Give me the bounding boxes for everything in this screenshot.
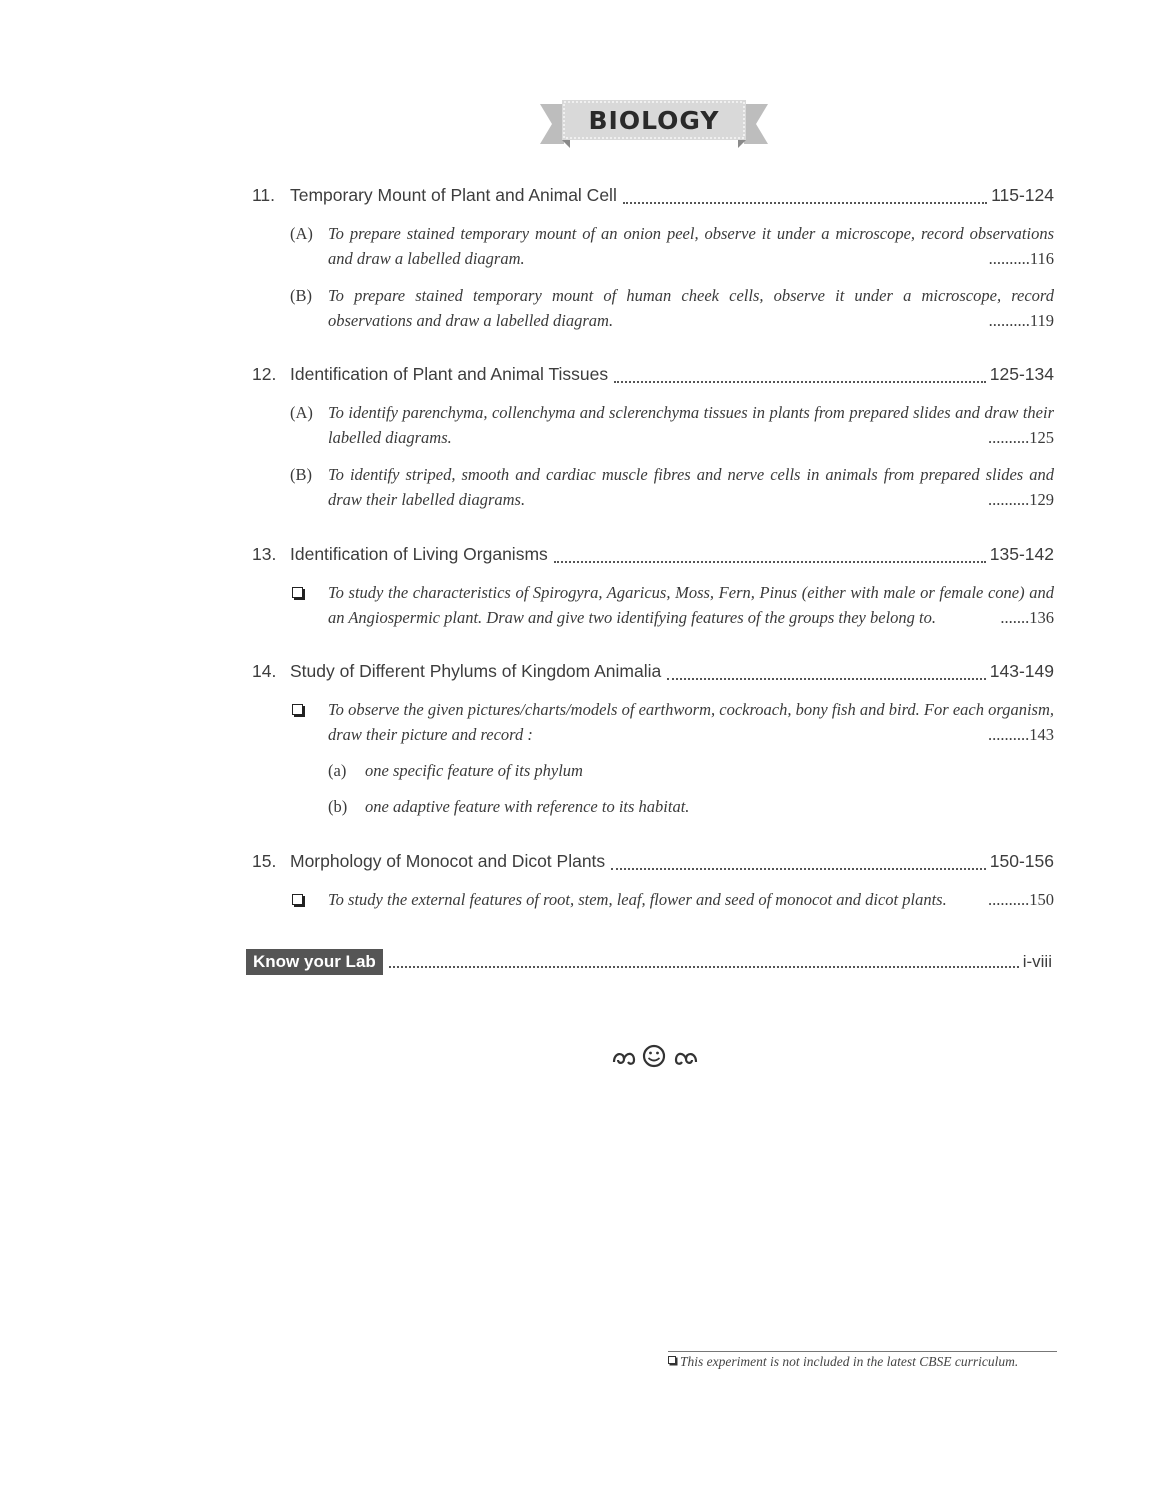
toc-section-heading[interactable] xyxy=(252,544,1054,568)
subitem-text: To prepare stained temporary mount of human cheek cells, observe it under a microscope, record observations and draw a labelled diagram. xyxy=(328,286,1054,330)
toc-section-12 xyxy=(252,364,1054,512)
section-number: 15. xyxy=(252,851,277,871)
subsubitem-text: one specific feature of its phylum xyxy=(365,761,583,780)
checkbox-icon xyxy=(668,1356,676,1364)
subitem-text: To observe the given pictures/charts/models of earthworm, cockroach, bony fish and bird. For each organism, draw their picture and record : xyxy=(328,700,1054,744)
toc-subitem xyxy=(290,580,1054,630)
section-title: Study of Different Phylums of Kingdom Animalia xyxy=(290,661,662,681)
section-number: 13. xyxy=(252,544,277,564)
toc-section-heading[interactable] xyxy=(252,661,1054,685)
toc-subitem xyxy=(290,697,1054,747)
ornament-icon xyxy=(610,1040,700,1072)
section-title: Temporary Mount of Plant and Animal Cell xyxy=(290,185,617,205)
page-title: BIOLOGY xyxy=(588,105,720,135)
subitem-page: ..........129 xyxy=(988,490,1054,509)
subsubitem-text: one adaptive feature with reference to its habitat. xyxy=(365,797,690,816)
title-banner xyxy=(540,96,768,152)
subitem-label: (A) xyxy=(290,403,313,422)
subitem-page: ..........119 xyxy=(988,311,1054,330)
section-number: 12. xyxy=(252,364,277,384)
toc-subitem xyxy=(290,887,1054,912)
subitem-page: ..........150 xyxy=(988,890,1054,909)
toc-section-heading[interactable] xyxy=(252,364,1054,388)
subitem-text: To study the characteristics of Spirogyra, Agaricus, Moss, Fern, Pinus (either with male or female cone) and an Angiospermic plant. Draw and give two identifying features of the groups they belong to. xyxy=(328,583,1054,627)
footnote-divider xyxy=(668,1351,1057,1352)
toc-subsubitem xyxy=(328,758,1054,783)
section-number: 14. xyxy=(252,661,277,681)
subitem-page: .......136 xyxy=(1000,608,1054,627)
subitem-page: ..........143 xyxy=(988,725,1054,744)
section-pages: 143-149 xyxy=(989,661,1054,681)
section-title: Identification of Plant and Animal Tissues xyxy=(290,364,609,384)
know-your-lab-pages: i-viii xyxy=(1022,952,1052,971)
section-pages: 115-124 xyxy=(991,185,1054,205)
subitem-page: ..........125 xyxy=(988,428,1054,447)
toc-section-14 xyxy=(252,661,1054,819)
section-title: Identification of Living Organisms xyxy=(290,544,548,564)
subitem-text: To identify striped, smooth and cardiac muscle fibres and nerve cells in animals from prepared slides and draw their labelled diagrams. xyxy=(328,465,1054,509)
toc-subitem xyxy=(290,221,1054,271)
toc-section-heading[interactable] xyxy=(252,851,1054,875)
toc-section-15 xyxy=(252,851,1054,912)
subitem-label: (B) xyxy=(290,286,312,305)
leader-dots xyxy=(389,966,1019,968)
toc-section-heading[interactable] xyxy=(252,185,1054,209)
leader-dots xyxy=(614,381,986,383)
subitem-text: To prepare stained temporary mount of an onion peel, observe it under a microscope, record observations and draw a labelled diagram. xyxy=(328,224,1054,268)
know-your-lab-entry[interactable] xyxy=(246,949,1054,975)
toc-subitem xyxy=(290,400,1054,450)
subsubitem-label: (a) xyxy=(328,761,347,780)
subitem-label: (B) xyxy=(290,465,312,484)
toc-subitem xyxy=(290,283,1054,333)
toc-section-13 xyxy=(252,544,1054,630)
toc-subitem xyxy=(290,462,1054,512)
checkbox-icon xyxy=(292,704,303,715)
subitem-label: (A) xyxy=(290,224,313,243)
toc-subsubitem xyxy=(328,794,1054,819)
leader-dots xyxy=(611,868,986,870)
leader-dots xyxy=(554,561,986,563)
subitem-page: ..........116 xyxy=(988,249,1054,268)
checkbox-icon xyxy=(292,894,303,905)
section-pages: 150-156 xyxy=(989,851,1054,871)
leader-dots xyxy=(623,202,987,204)
subitem-text: To study the external features of root, stem, leaf, flower and seed of monocot and dicot plants. xyxy=(328,890,947,909)
footnote-text: This experiment is not included in the latest CBSE curriculum. xyxy=(680,1354,1019,1369)
footnote xyxy=(668,1354,1018,1370)
checkbox-icon xyxy=(292,587,303,598)
know-your-lab-label: Know your Lab xyxy=(246,949,383,975)
section-pages: 125-134 xyxy=(989,364,1054,384)
toc-section-11 xyxy=(252,185,1054,333)
subsubitem-label: (b) xyxy=(328,797,348,816)
section-number: 11. xyxy=(252,185,276,205)
leader-dots xyxy=(667,678,986,680)
subitem-text: To identify parenchyma, collenchyma and sclerenchyma tissues in plants from prepared slides and draw their labelled diagrams. xyxy=(328,403,1054,447)
section-title: Morphology of Monocot and Dicot Plants xyxy=(290,851,606,871)
section-pages: 135-142 xyxy=(989,544,1054,564)
